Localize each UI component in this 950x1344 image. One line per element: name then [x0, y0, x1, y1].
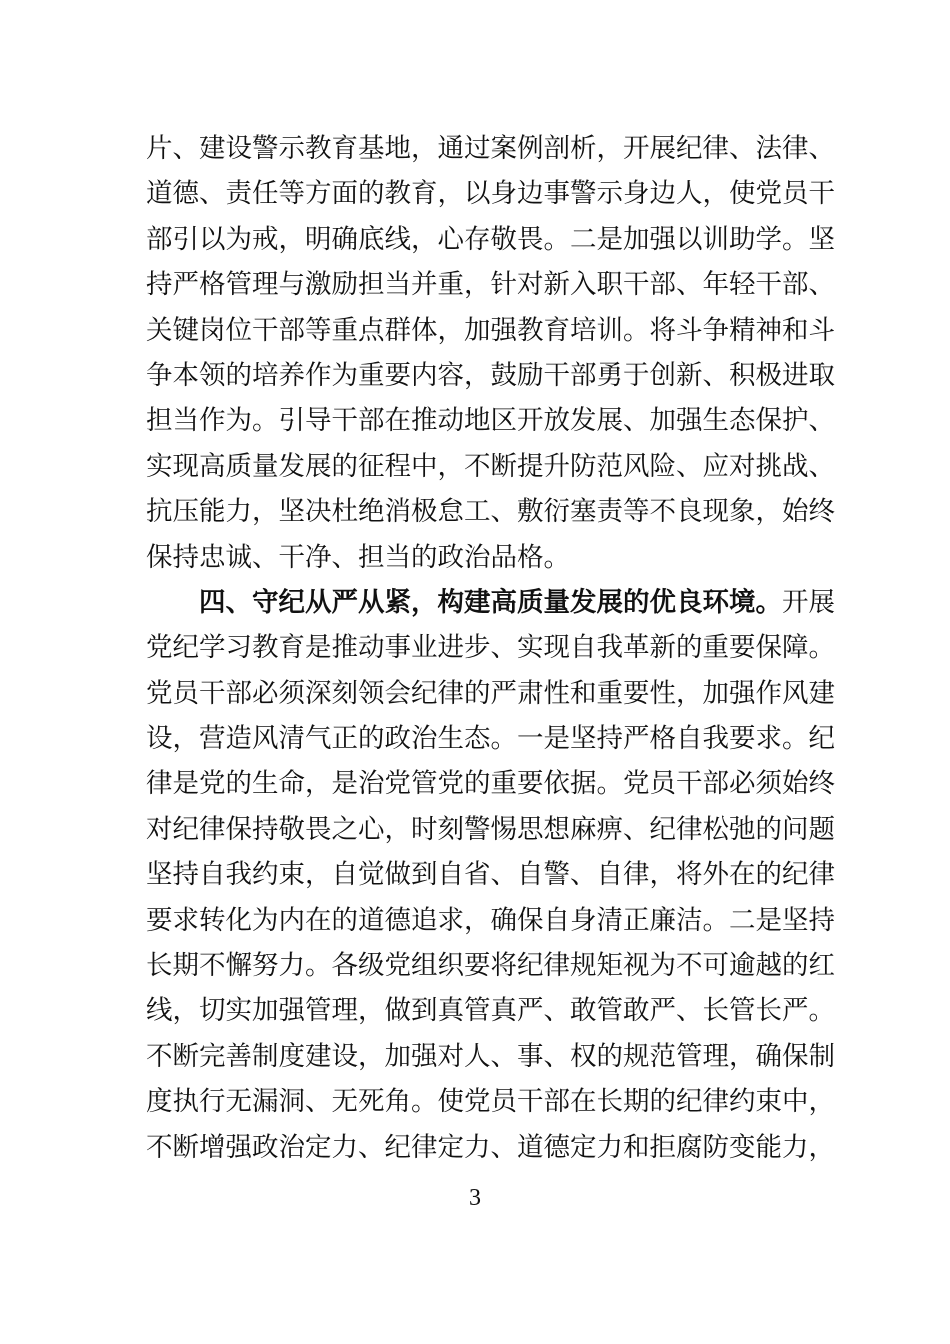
text-line: 持严格管理与激励担当并重，针对新入职干部、年轻干部、 — [146, 269, 835, 301]
text-line: 设，营造风清气正的政治生态。一是坚持严格自我要求。纪 — [146, 723, 835, 755]
text-line: 要求转化为内在的道德追求，确保自身清正廉洁。二是坚持 — [146, 904, 835, 936]
text-line: 度执行无漏洞、无死角。使党员干部在长期的纪律约束中， — [146, 1086, 835, 1118]
text-line: 党纪学习教育是推动事业进步、实现自我革新的重要保障。 — [146, 632, 835, 664]
page-number: 3 — [469, 1185, 481, 1211]
text-line: 不断完善制度建设，加强对人、事、权的规范管理，确保制 — [146, 1040, 835, 1072]
text-line: 实现高质量发展的征程中，不断提升防范风险、应对挑战、 — [146, 450, 835, 482]
text-line: 对纪律保持敬畏之心，时刻警惕思想麻痹、纪律松弛的问题 — [146, 813, 835, 845]
text-line: 长期不懈努力。各级党组织要将纪律规矩视为不可逾越的红 — [146, 950, 835, 982]
text-line: 坚持自我约束，自觉做到自省、自警、自律，将外在的纪律 — [146, 859, 835, 891]
paragraph-2 — [146, 580, 835, 1170]
text-line: 争本领的培养作为重要内容，鼓励干部勇于创新、积极进取 — [146, 359, 835, 391]
heading-tail-text: 开展 — [782, 586, 835, 618]
text-line: 党员干部必须深刻领会纪律的严肃性和重要性，加强作风建 — [146, 677, 835, 709]
text-line: 律是党的生命，是治党管党的重要依据。党员干部必须始终 — [146, 768, 835, 800]
text-line: 片、建设警示教育基地，通过案例剖析，开展纪律、法律、 — [146, 133, 835, 164]
text-line: 抗压能力，坚决杜绝消极怠工、敷衍塞责等不良现象，始终 — [146, 496, 835, 528]
text-line: 关键岗位干部等重点群体，加强教育培训。将斗争精神和斗 — [146, 314, 835, 346]
body-text — [146, 126, 835, 1170]
section-heading: 四、守纪从严从紧，构建高质量发展的优良环境。 — [199, 586, 782, 618]
text-line: 保持忠诚、干净、担当的政治品格。 — [146, 541, 570, 573]
text-line: 不断增强政治定力、纪律定力、道德定力和拒腐防变能力， — [146, 1131, 835, 1163]
text-line: 部引以为戒，明确底线，心存敬畏。二是加强以训助学。坚 — [146, 223, 835, 255]
text-line: 担当作为。引导干部在推动地区开放发展、加强生态保护、 — [146, 405, 835, 437]
text-line: 道德、责任等方面的教育，以身边事警示身边人，使党员干 — [146, 178, 835, 210]
paragraph-1 — [146, 126, 835, 580]
paragraph-first-line — [146, 580, 835, 625]
text-line: 线，切实加强管理，做到真管真严、敢管敢严、长管长严。 — [146, 995, 835, 1027]
